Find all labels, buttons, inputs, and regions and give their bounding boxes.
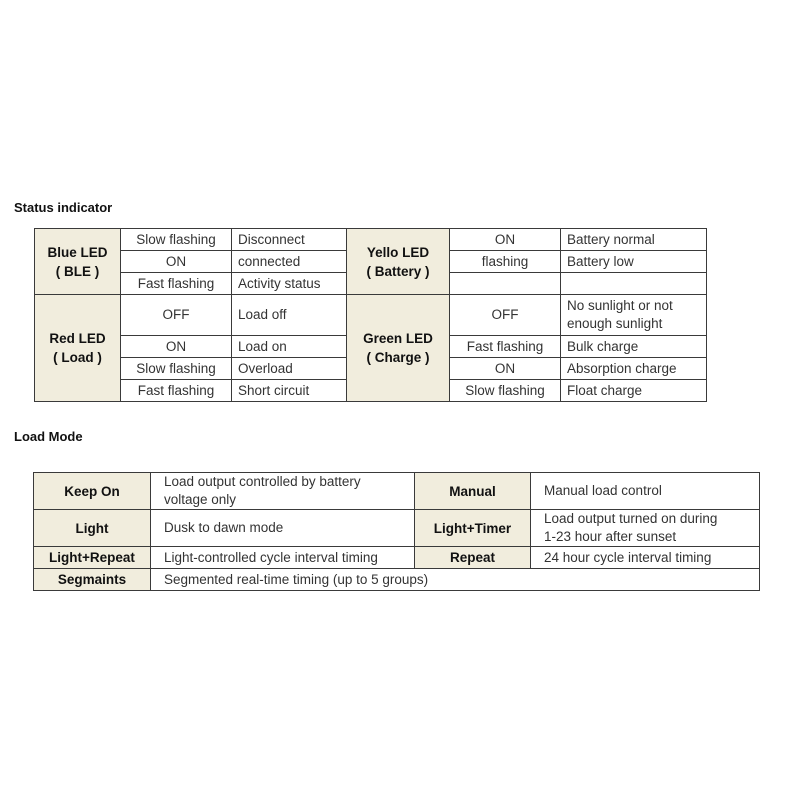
green-led-title: Green LED [363, 331, 433, 346]
red-led-title: Red LED [49, 331, 106, 346]
status-indicator-heading: Status indicator [14, 200, 113, 215]
led-meaning: Bulk charge [561, 336, 707, 358]
load-mode-name: Keep On [34, 473, 151, 510]
load-mode-name: Light+Repeat [34, 547, 151, 569]
description-line: Load output controlled by battery [164, 474, 361, 489]
blue-led-title: Blue LED [47, 244, 108, 260]
led-meaning-line: enough sunlight [567, 316, 663, 331]
table-row [34, 510, 760, 547]
led-state: flashing [450, 251, 561, 273]
description-line: 1-23 hour after sunset [544, 529, 677, 544]
description-line: voltage only [164, 492, 237, 507]
load-mode-description: 24 hour cycle interval timing [531, 547, 760, 569]
table-row [34, 569, 760, 591]
led-meaning: Battery normal [561, 229, 707, 251]
red-led-subtitle: ( Load ) [53, 350, 102, 365]
load-mode-name: Manual [415, 473, 531, 510]
table-row [34, 473, 760, 510]
blue-led-header [35, 229, 121, 295]
load-mode-table [33, 472, 760, 591]
load-mode-description: Segmented real-time timing (up to 5 groups) [151, 569, 760, 591]
led-state: Slow flashing [450, 380, 561, 402]
led-meaning: Float charge [561, 380, 707, 402]
led-meaning: Overload [232, 358, 347, 380]
led-state: Slow flashing [121, 358, 232, 380]
table-row [35, 229, 707, 251]
led-state: OFF [450, 295, 561, 336]
description-line: Load output turned on during [544, 511, 718, 526]
table-row [34, 547, 760, 569]
led-state [450, 273, 561, 295]
led-state: Slow flashing [121, 229, 232, 251]
green-led-header [347, 295, 450, 402]
led-meaning: Absorption charge [561, 358, 707, 380]
led-state: Fast flashing [121, 380, 232, 402]
led-meaning: Short circuit [232, 380, 347, 402]
load-mode-description: Manual load control [531, 473, 760, 510]
load-mode-name: Segmaints [34, 569, 151, 591]
blue-led-subtitle: ( BLE ) [55, 263, 100, 279]
led-state: ON [121, 251, 232, 273]
led-state: ON [450, 358, 561, 380]
load-mode-name: Light+Timer [415, 510, 531, 547]
led-state: OFF [121, 295, 232, 336]
led-meaning: Load on [232, 336, 347, 358]
load-mode-description [151, 473, 415, 510]
green-led-subtitle: ( Charge ) [366, 350, 430, 365]
load-mode-name: Light [34, 510, 151, 547]
load-mode-description [531, 510, 760, 547]
led-meaning: Load off [232, 295, 347, 336]
led-state: ON [121, 336, 232, 358]
led-meaning: connected [232, 251, 347, 273]
led-state: Fast flashing [450, 336, 561, 358]
led-meaning [561, 273, 707, 295]
led-meaning: Battery low [561, 251, 707, 273]
table-row [35, 295, 707, 336]
led-meaning: Activity status [232, 273, 347, 295]
load-mode-name: Repeat [415, 547, 531, 569]
yellow-led-title: Yello LED [366, 244, 430, 260]
status-indicator-table [34, 228, 707, 402]
led-meaning-line: No sunlight or not [567, 298, 673, 313]
load-mode-heading: Load Mode [14, 429, 83, 444]
red-led-header [35, 295, 121, 402]
load-mode-description: Light-controlled cycle interval timing [151, 547, 415, 569]
load-mode-description: Dusk to dawn mode [151, 510, 415, 547]
led-meaning-multiline [561, 295, 707, 336]
led-meaning: Disconnect [232, 229, 347, 251]
yellow-led-header [347, 229, 450, 295]
yellow-led-subtitle: ( Battery ) [366, 263, 430, 279]
led-state: Fast flashing [121, 273, 232, 295]
led-state: ON [450, 229, 561, 251]
